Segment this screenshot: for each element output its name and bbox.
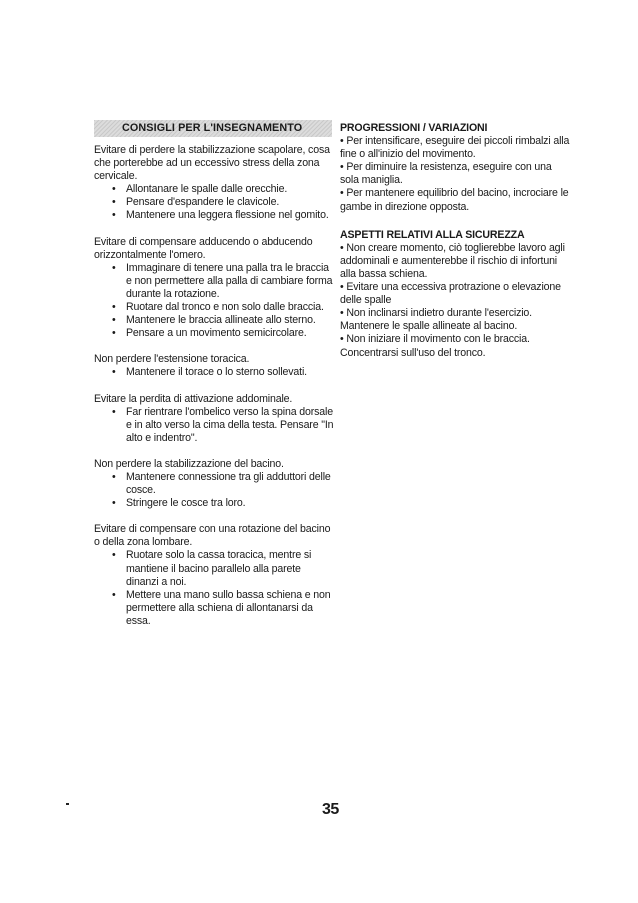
- tip-bullet-list: [94, 262, 334, 341]
- safety-item: • Non iniziare il movimento con le braccia. Concentrarsi sull'uso del tronco.: [340, 333, 530, 359]
- progression-item: • Per mantenere equilibrio del bacino, incrociare le gambe in direzione opposta.: [340, 187, 569, 213]
- tip-block: [94, 393, 334, 445]
- tip-block: [94, 458, 334, 510]
- teaching-tips-title: CONSIGLI PER L'INSEGNAMENTO: [122, 122, 303, 134]
- tip-bullet-list: [94, 366, 334, 379]
- tip-bullet: • Mettere una mano sullo bassa schiena e non permettere alla schiena di allontanarsi da essa.: [94, 589, 334, 628]
- tip-bullet: • Mantenere una leggera flessione nel gomito.: [94, 209, 334, 222]
- tip-bullet-list: [94, 406, 334, 445]
- tip-block: [94, 523, 334, 628]
- tip-bullet: • Ruotare solo la cassa toracica, mentre si mantiene il bacino parallelo alla parete dinanzi a noi.: [94, 549, 334, 588]
- tip-intro: Evitare di perdere la stabilizzazione scapolare, cosa che porterebbe ad un eccessivo stress della zona cervicale.: [94, 144, 330, 183]
- safety-item: • Non inclinarsi indietro durante l'esercizio. Mantenere le spalle allineate al bacino.: [340, 307, 532, 333]
- tip-intro: Evitare la perdita di attivazione addominale.: [94, 392, 293, 405]
- tip-bullet: • Mantenere le braccia allineate allo sterno.: [94, 314, 334, 327]
- safety-item: • Non creare momento, ciò toglierebbe lavoro agli addominali e aumenterebbe il rischio di infortuni alla bassa schiena.: [340, 241, 565, 280]
- scan-speck: [66, 803, 69, 805]
- tip-intro: Non perdere l'estensione toracica.: [94, 353, 250, 366]
- tip-intro: Evitare di compensare adducendo o abducendo orizzontalmente l'omero.: [94, 235, 313, 261]
- tip-intro: Evitare di compensare con una rotazione del bacino o della zona lombare.: [94, 523, 331, 549]
- left-column: [94, 120, 334, 641]
- progression-item: • Per intensificare, eseguire dei piccoli rimbalzi alla fine o all'inizio del movimento.: [340, 135, 570, 161]
- tip-bullet: • Immaginare di tenere una palla tra le braccia e non permettere alla palla di cambiare forma durante la rotazione.: [94, 262, 334, 301]
- section-spacer: [340, 214, 572, 227]
- tip-bullet: • Pensare d'espandere le clavicole.: [94, 196, 334, 209]
- tip-bullet-list: [94, 183, 334, 222]
- tip-block: [94, 236, 334, 341]
- tip-bullet: • Mantenere il torace o lo sterno sollevati.: [94, 366, 334, 379]
- right-column: [340, 120, 572, 360]
- tip-bullet: • Far rientrare l'ombelico verso la spina dorsale e in alto verso la cima della testa. Pensare "In alto e indentro".: [94, 406, 334, 445]
- tip-block: [94, 144, 334, 223]
- tip-intro: Non perdere la stabilizzazione del bacino.: [94, 457, 284, 470]
- tip-bullet: • Mantenere connessione tra gli adduttori delle cosce.: [94, 471, 334, 497]
- tip-block: [94, 353, 334, 379]
- progression-item: • Per diminuire la resistenza, eseguire con una sola maniglia.: [340, 161, 552, 187]
- tip-bullet: • Pensare a un movimento semicircolare.: [94, 327, 334, 340]
- tip-bullet: • Stringere le cosce tra loro.: [94, 497, 334, 510]
- safety-item: • Evitare una eccessiva protrazione o elevazione delle spalle: [340, 281, 561, 307]
- progressions-heading: PROGRESSIONI / VARIAZIONI: [340, 122, 488, 134]
- page-number: 35: [322, 801, 339, 818]
- tip-bullet-list: [94, 471, 334, 510]
- tip-bullet: • Ruotare dal tronco e non solo dalle braccia.: [94, 301, 334, 314]
- teaching-tips-banner: [94, 120, 332, 137]
- tip-bullet: • Allontanare le spalle dalle orecchie.: [94, 183, 334, 196]
- tip-bullet-list: [94, 549, 334, 628]
- safety-heading: ASPETTI RELATIVI ALLA SICUREZZA: [340, 228, 525, 241]
